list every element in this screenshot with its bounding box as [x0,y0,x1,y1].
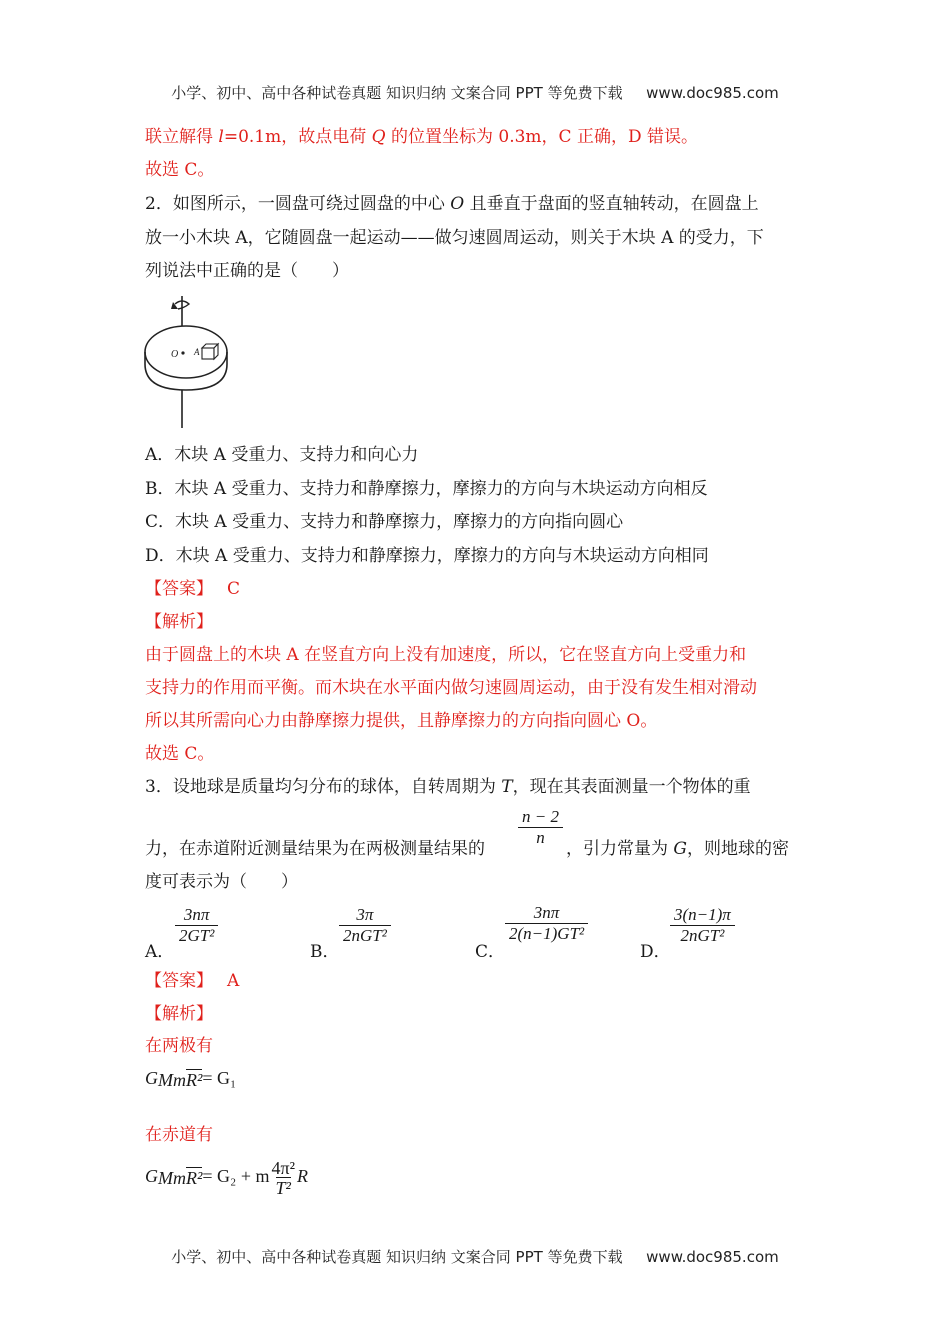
q2-stem-line-1: 2．如图所示，一圆盘可绕过圆盘的中心 O 且垂直于盘面的竖直轴转动，在圆盘上 [145,194,759,214]
answer-value: C [227,579,241,599]
q3-option-b-fraction: 3π 2nGT² [339,905,391,946]
q3-option-a-letter: A． [145,942,175,962]
prev-solution-line: 联立解得 l=0.1m，故点电荷 Q 的位置坐标为 0.3m，C 正确，D 错误。 [145,127,699,147]
q2-analysis-line-2: 支持力的作用而平衡。而木块在水平面内做匀速圆周运动，由于没有发生相对滑动 [145,678,757,698]
q2-option-c: C．木块 A 受重力、支持力和静摩擦力，摩擦力的方向指向圆心 [145,512,624,532]
header-text: 小学、初中、高中各种试卷真题 知识归纳 文案合同 PPT 等免费下载 [171,84,623,102]
q3-ratio-fraction: $\frac{n - 2}{n}$ [518,807,563,848]
q3-answer [145,970,239,992]
figure-label-a: A [194,347,200,357]
q3-stem-line-2b: ，引力常量为 G，则地球的密 [566,839,789,859]
q3-equation-poles: GMmR²= G₁ [145,1068,237,1090]
q2-conclusion: 故选 C。 [145,744,215,764]
q2-option-d: D．木块 A 受重力、支持力和静摩擦力，摩擦力的方向与木块运动方向相同 [145,546,709,566]
q2-analysis-line-1: 由于圆盘上的木块 A 在竖直方向上没有加速度，所以，它在竖直方向上受重力和 [145,645,747,665]
q3-equation-equator: GMmR²= G₂ + m $\frac{\text{4π²}}{\text{T²}}R$ [145,1158,308,1198]
footer-text: 小学、初中、高中各种试卷真题 知识归纳 文案合同 PPT 等免费下载 [171,1248,623,1266]
q2-option-b: B．木块 A 受重力、支持力和静摩擦力，摩擦力的方向与木块运动方向相反 [145,479,708,499]
q2-stem-line-3: 列说法中正确的是（ ） [145,261,349,281]
q3-option-d-fraction: 3(n−1)π 2nGT² [670,905,735,946]
q2-analysis-line-3: 所以其所需向心力由静摩擦力提供，且静摩擦力的方向指向圆心 O。 [145,711,658,731]
answer-value: A [227,971,240,991]
q3-poles-text: 在两极有 [145,1036,213,1056]
q2-stem-line-2: 放一小木块 A，它随圆盘一起运动——做匀速圆周运动，则关于木块 A 的受力，下 [145,228,764,248]
page-footer [0,1246,950,1267]
page-header [0,82,950,103]
q3-option-c-letter: C． [475,942,506,962]
q3-option-a-fraction: $\frac{3n\pi}{\text{2GT²}}$ [175,905,218,946]
figure-label-o: O [171,349,179,360]
q3-stem-line-3: 度可表示为（ ） [145,872,298,892]
answer-label: 【答案】 [145,971,213,991]
q3-option-b-letter: B． [310,942,340,962]
q3-option-c-fraction: $\frac{3n\pi}{\text{2(n−1)GT²}}$ [505,903,588,944]
wood-block-icon [202,344,218,359]
q2-disc-figure [140,288,240,433]
q2-answer [145,578,240,600]
q3-stem-line-1: 3．设地球是质量均匀分布的球体，自转周期为 T，现在其表面测量一个物体的重 [145,777,751,797]
q3-equator-text: 在赤道有 [145,1125,213,1145]
q3-stem-line-2a: 力，在赤道附近测量结果为在两极测量结果的 [145,839,485,859]
q3-analysis-label: 【解析】 [145,1004,213,1024]
q3-option-d-letter: D． [640,942,671,962]
q2-option-a: A．木块 A 受重力、支持力和向心力 [145,445,419,465]
header-site-link[interactable]: www.doc985.com [646,84,779,102]
footer-site-link[interactable]: www.doc985.com [646,1248,779,1266]
prev-conclusion: 故选 C。 [145,160,215,180]
q2-analysis-label: 【解析】 [145,612,213,632]
answer-label: 【答案】 [145,579,213,599]
